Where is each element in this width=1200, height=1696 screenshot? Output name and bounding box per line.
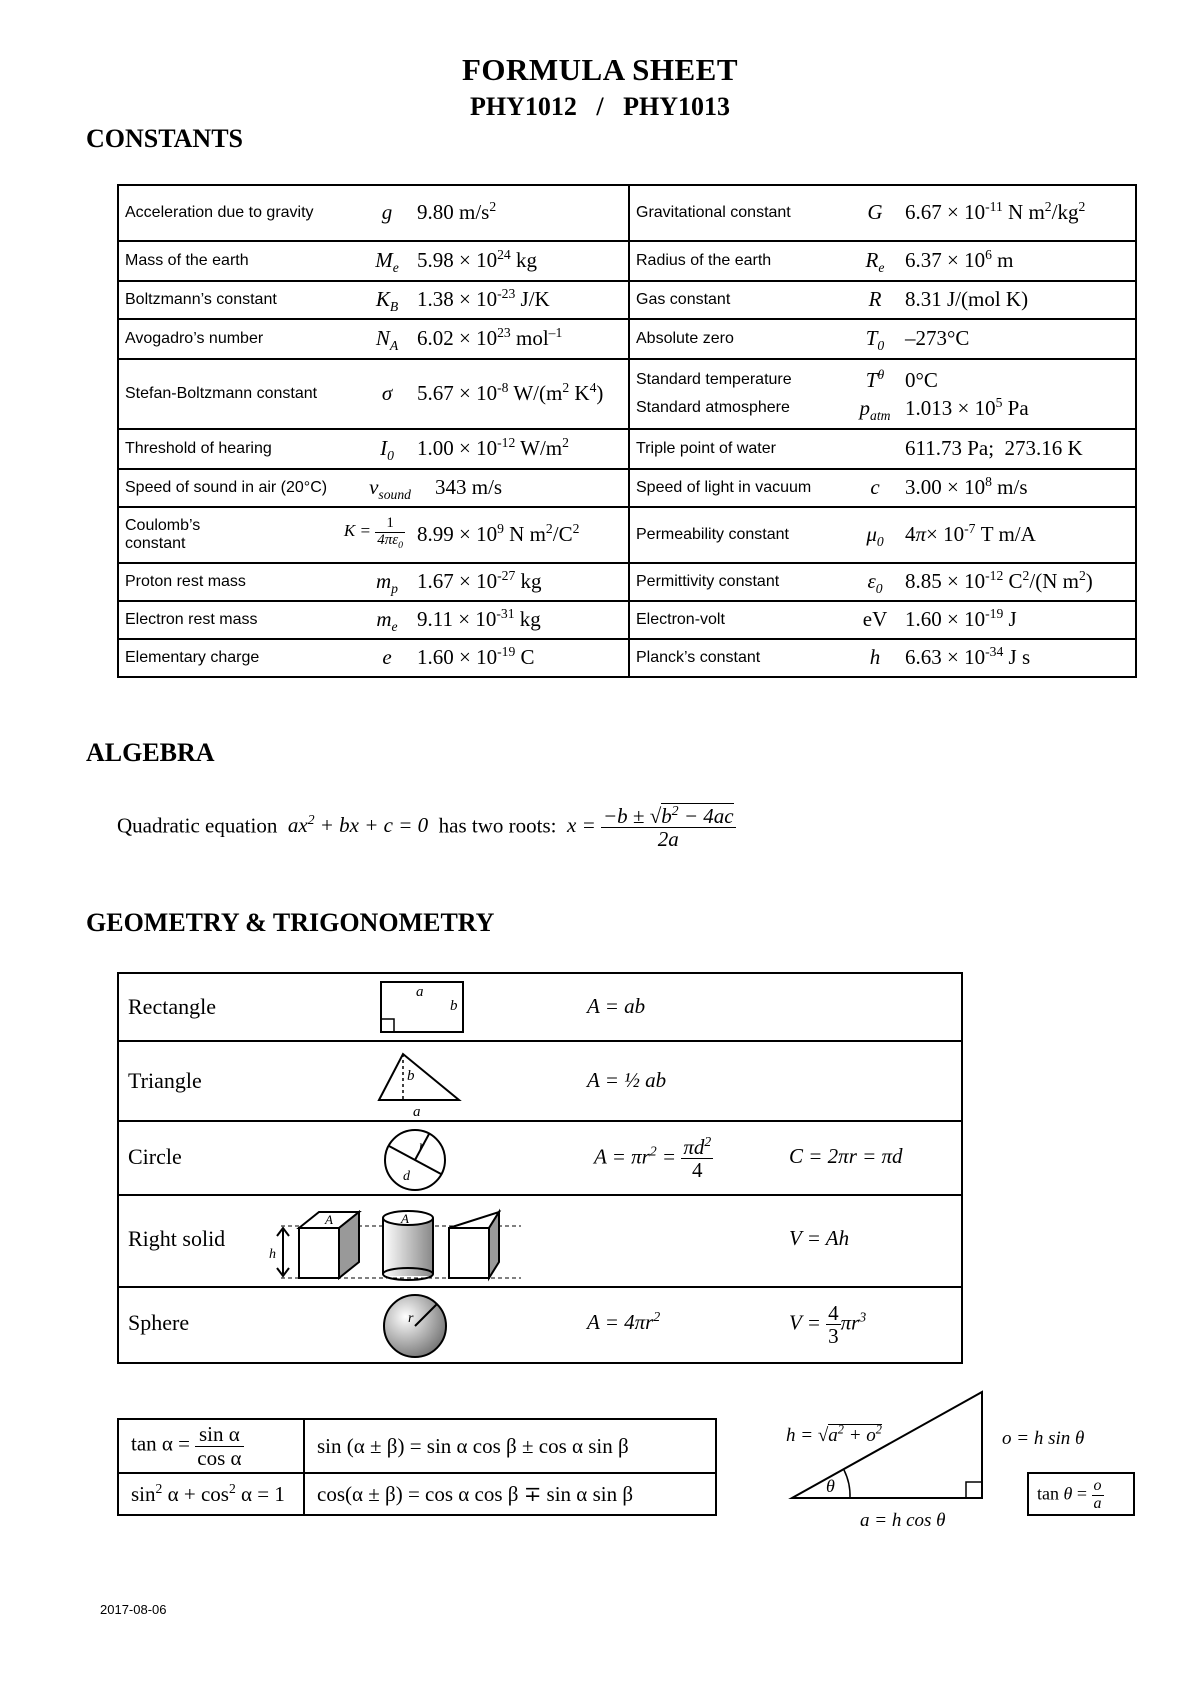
coulomb-formula: K = $\frac{1}{4\pi\varepsilon_0}$ — [343, 515, 403, 551]
table-row — [118, 563, 1136, 601]
constant-value: $6.67 \times 10^{-11}$ N $m^2/kg^2$ — [901, 185, 1136, 241]
cos-sum-identity: cos(α ± β) = cos α cos β ∓ sin α sin β — [304, 1473, 716, 1515]
constant-name: Acceleration due to gravity — [118, 185, 361, 241]
tan-identity: tan α = $\frac{\text{sin α}}{\text{cos α}}$ — [118, 1419, 304, 1473]
quadratic-formula — [117, 805, 736, 850]
theta-label: θ — [826, 1476, 835, 1496]
table-row — [118, 469, 1136, 507]
opposite-formula: o = h sin θ — [1002, 1428, 1085, 1449]
table-row — [118, 601, 1136, 639]
table-row — [118, 507, 1136, 563]
constant-name: Gas constant — [629, 281, 849, 319]
constant-value: $1.38 \times 10^{-23}$ J/K — [413, 281, 629, 319]
circle-diagram — [381, 1126, 451, 1194]
shape-name: Right solid — [128, 1226, 226, 1251]
right-solid-diagram — [269, 1202, 559, 1284]
constant-symbol: g — [361, 185, 413, 241]
constant-symbol: e — [361, 639, 413, 677]
constant-symbol: eV — [849, 601, 901, 639]
constant-name: Avogadro’s number — [118, 319, 361, 359]
constant-symbol: R — [849, 281, 901, 319]
shape-name: Triangle — [128, 1068, 202, 1093]
constant-name: Stefan-Boltzmann constant — [118, 359, 361, 429]
constant-value: $6.63 \times 10^{-34}$ J s — [901, 639, 1136, 677]
constant-value-line: 0°C — [905, 368, 938, 392]
constant-symbol: $T^\theta$ $p_{atm}$ — [849, 359, 901, 429]
rectangle-area: A = ab — [587, 994, 646, 1018]
geometry-row-right-solid — [119, 1196, 961, 1288]
constant-name: Proton rest mass — [118, 563, 361, 601]
constant-name: Elementary charge — [118, 639, 361, 677]
geometry-table — [117, 972, 963, 1364]
quadratic-middle: has two roots: — [438, 813, 557, 838]
constant-name: Electron rest mass — [118, 601, 361, 639]
svg-text:b: b — [450, 998, 458, 1014]
constant-value: $1.60 \times 10^{-19}$ J — [901, 601, 1136, 639]
shape-name: Sphere — [128, 1310, 190, 1335]
course-codes: PHY1012 / PHY1013 — [470, 92, 730, 121]
shape-name: Rectangle — [128, 994, 216, 1019]
constant-name: Radius of the earth — [629, 241, 849, 281]
table-row — [118, 185, 1136, 241]
geometry-row-rectangle — [119, 974, 961, 1042]
constant-name-text: Coulomb’s constant — [125, 517, 201, 552]
constant-value: –273°C — [901, 319, 1136, 359]
table-row — [118, 639, 1136, 677]
table-row — [118, 1419, 716, 1473]
svg-text:r: r — [408, 1311, 414, 1326]
svg-text:a: a — [416, 984, 424, 1000]
constants-table — [117, 184, 1137, 678]
constant-symbol: $M_e$ — [361, 241, 413, 281]
right-solid-volume: V = Ah — [789, 1226, 850, 1250]
constant-value: $1.60 \times 10^{-19}$ C — [413, 639, 629, 677]
table-row — [118, 281, 1136, 319]
svg-text:d: d — [403, 1169, 410, 1184]
constant-value-line: $1.013 \times 10^5$ Pa — [905, 395, 1029, 420]
constant-name-line: Standard atmosphere — [636, 399, 790, 416]
svg-text:r: r — [419, 1139, 425, 1154]
constant-symbol: c — [849, 469, 901, 507]
pythagorean-identity: $\sin^2 \alpha + \cos^2 \alpha = 1$ — [118, 1473, 304, 1515]
constant-value: $1.67 \times 10^{-27}$ kg — [413, 563, 629, 601]
constant-name: Speed of sound in air (20°C) — [118, 469, 361, 507]
constant-value: $8.85 \times 10^{-12}$ $C^2/(N$ $m^2$) — [901, 563, 1136, 601]
table-row — [118, 359, 1136, 429]
constant-value: $5.67 \times 10^{-8}$ $W/(m^2$ $K^4$) — [413, 359, 629, 429]
constant-name: Triple point of water — [629, 429, 849, 469]
constant-symbol: $T_0$ — [849, 319, 901, 359]
constant-symbol: $\mu_0$ — [849, 507, 901, 563]
constant-name: Planck’s constant — [629, 639, 849, 677]
constant-value: 8.31 J/(mol K) — [901, 281, 1136, 319]
constant-name — [629, 359, 849, 429]
sphere-area: $A = 4\pi r^2$ — [587, 1309, 661, 1334]
rectangle-diagram — [375, 978, 471, 1038]
footer-date: 2017-08-06 — [100, 1602, 167, 1617]
constant-value: $8.99 \times 10^9$ N $m^2/C^2$ — [413, 507, 629, 563]
constant-name: Absolute zero — [629, 319, 849, 359]
constant-symbol: $\varepsilon_0$ — [849, 563, 901, 601]
quadratic-roots: x = $\frac{-b \pm √b^2 - 4ac}{2a}$ — [567, 803, 734, 852]
circle-circumference: C = 2πr = πd — [789, 1144, 903, 1168]
constant-value: $9.11 \times 10^{-31}$ kg — [413, 601, 629, 639]
svg-text:A: A — [401, 1211, 409, 1226]
table-row — [118, 241, 1136, 281]
table-row — [118, 1473, 716, 1515]
constant-name: Permittivity constant — [629, 563, 849, 601]
constant-symbol: $N_A$ — [361, 319, 413, 359]
section-geometry: GEOMETRY & TRIGONOMETRY — [86, 908, 495, 937]
svg-text:b: b — [407, 1068, 415, 1084]
quadratic-label: Quadratic equation — [117, 813, 278, 838]
hypotenuse-formula: $h = √a^2 + o^2$ — [786, 1422, 882, 1446]
constant-value: $5.98 \times 10^{24}$ kg — [413, 241, 629, 281]
constant-symbol: $m_e$ — [361, 601, 413, 639]
constant-name: Speed of light in vacuum — [629, 469, 849, 507]
constant-value: $6.02 \times 10^{23}$ mol$^{-1}$ — [413, 319, 629, 359]
constant-name: Permeability constant — [629, 507, 849, 563]
constant-symbol: σ — [361, 359, 413, 429]
table-row — [118, 319, 1136, 359]
svg-text:a: a — [413, 1104, 421, 1120]
constant-value: 9.80 $m/s^2$ — [413, 185, 629, 241]
constant-symbol: $R_e$ — [849, 241, 901, 281]
sin-sum-identity: sin (α ± β) = sin α cos β ± cos α sin β — [304, 1419, 716, 1473]
adjacent-formula: a = h cos θ — [860, 1510, 946, 1531]
quadratic-equation: $ax^2$ + bx + c = 0 — [287, 812, 429, 838]
right-triangle-diagram — [780, 1380, 1010, 1530]
geometry-row-circle — [119, 1122, 961, 1196]
constant-value: 343 m/s — [413, 469, 629, 507]
constant-value: $6.37 \times 10^6$ m — [901, 241, 1136, 281]
constant-name — [118, 507, 403, 563]
constant-symbol: $v_{sound}$ — [361, 469, 413, 507]
constant-name: Threshold of hearing — [118, 429, 361, 469]
sphere-volume: V = $\frac{4}{3}$ $\pi r^3$ — [789, 1301, 867, 1349]
constant-value: $1.00 \times 10^{-12}$ $W/m^2$ — [413, 429, 629, 469]
section-algebra: ALGEBRA — [86, 738, 215, 767]
tan-box: tan θ = $\frac{o}{a}$ — [1027, 1472, 1135, 1516]
constant-name: Boltzmann’s constant — [118, 281, 361, 319]
constant-value — [901, 359, 1136, 429]
page-title: FORMULA SHEET — [461, 52, 739, 87]
constant-name: Gravitational constant — [629, 185, 849, 241]
constant-symbol: $I_0$ — [361, 429, 413, 469]
constant-name: Electron-volt — [629, 601, 849, 639]
triangle-diagram — [375, 1046, 471, 1120]
constant-symbol: h — [849, 639, 901, 677]
circle-area: $A = \pi r^2$ = $\frac{\pi d^2}{4}$ — [594, 1134, 712, 1183]
constant-value: $4\pi\times 10^{-7}$ T m/A — [901, 507, 1136, 563]
constant-name-line: Standard temperature — [636, 371, 792, 388]
svg-text:h: h — [269, 1247, 276, 1262]
sphere-diagram — [381, 1292, 451, 1360]
constant-value: 611.73 Pa; 273.16 K — [901, 429, 1136, 469]
triangle-area: A = ½ ab — [587, 1068, 667, 1092]
trig-identities-table — [117, 1418, 717, 1516]
constant-symbol: $m_p$ — [361, 563, 413, 601]
shape-name: Circle — [128, 1144, 182, 1169]
constant-symbol: $K_B$ — [361, 281, 413, 319]
geometry-row-sphere — [119, 1288, 961, 1362]
constant-symbol — [849, 429, 901, 469]
geometry-row-triangle — [119, 1042, 961, 1122]
section-constants: CONSTANTS — [86, 124, 244, 153]
constant-name: Mass of the earth — [118, 241, 361, 281]
constant-value: $3.00 \times 10^8$ m/s — [901, 469, 1136, 507]
table-row — [118, 429, 1136, 469]
svg-text:A: A — [325, 1212, 333, 1227]
constant-symbol: G — [849, 185, 901, 241]
